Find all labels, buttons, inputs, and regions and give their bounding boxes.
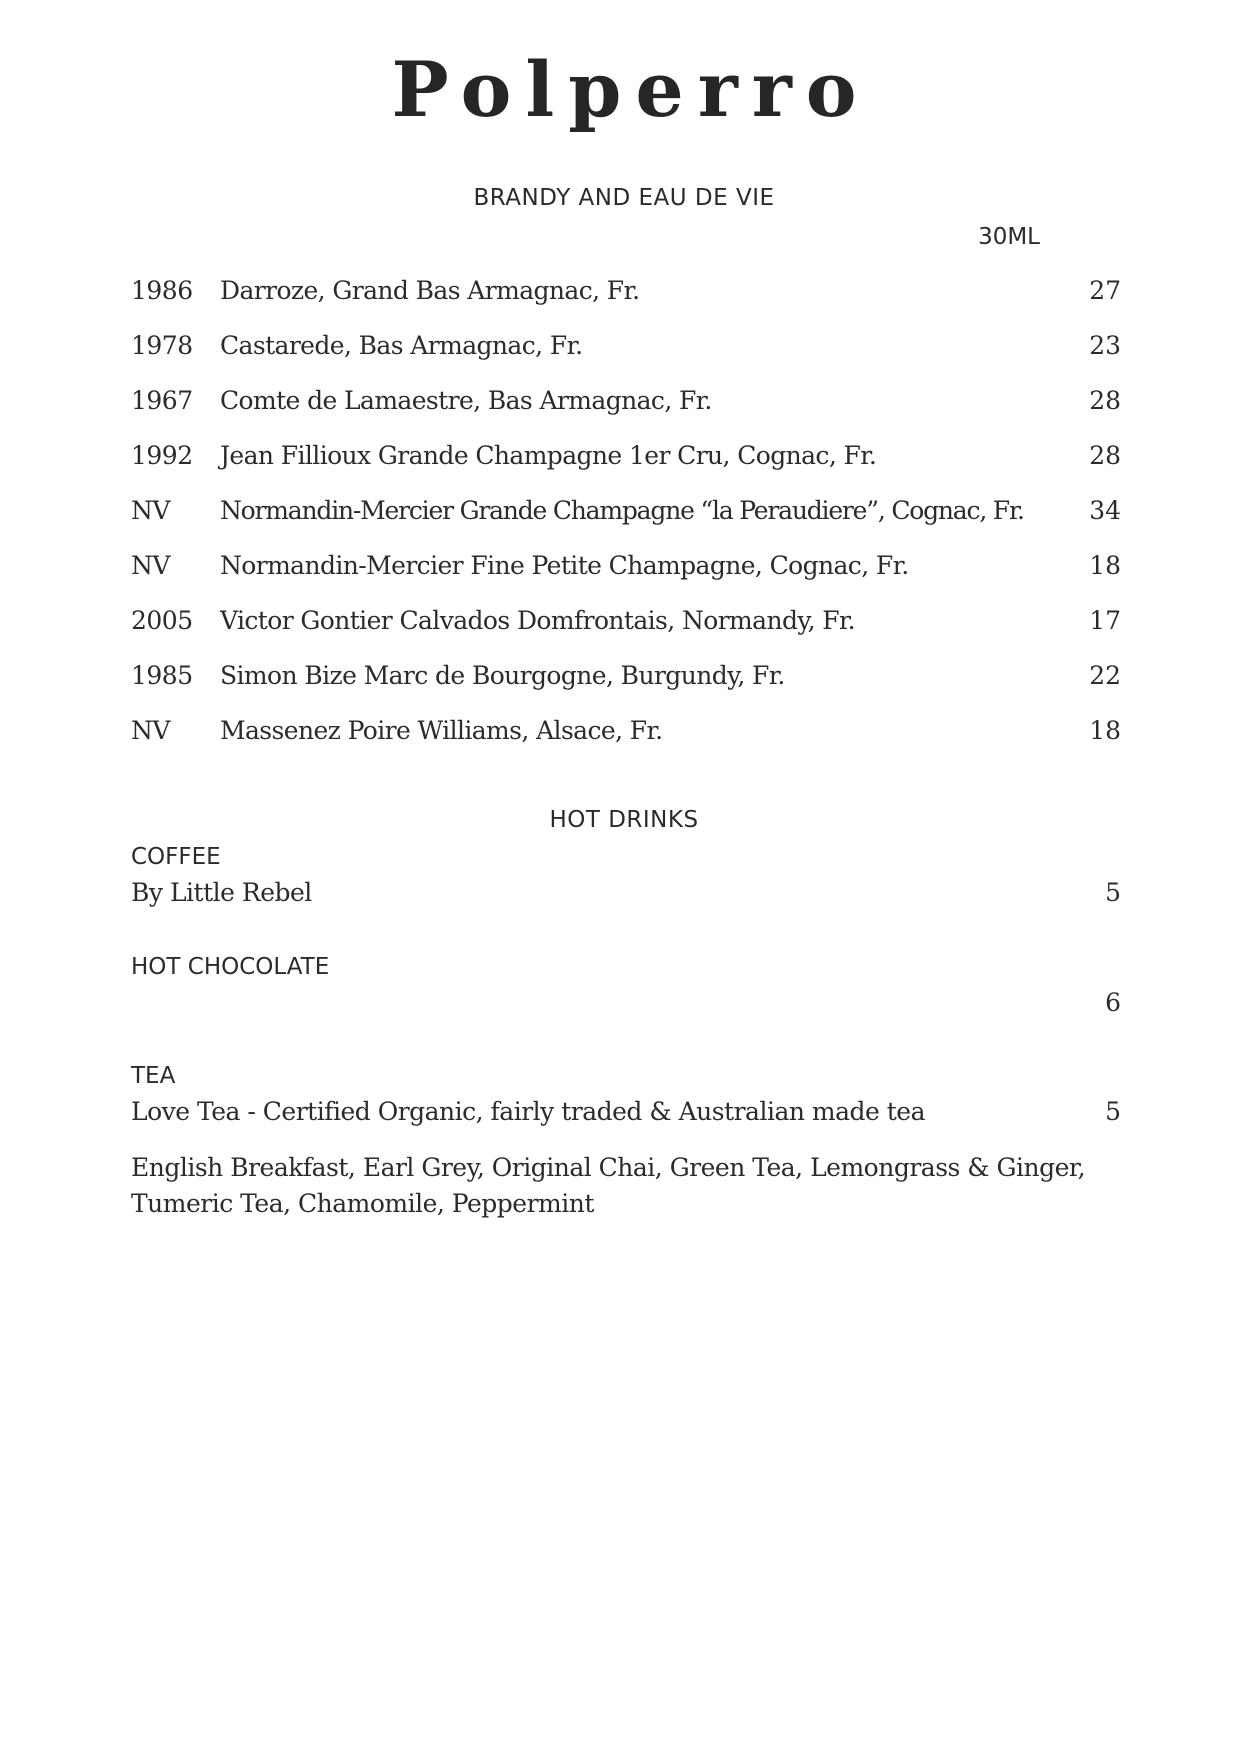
brandy-vintage: 1985	[131, 661, 193, 690]
brandy-price: 27	[1089, 276, 1121, 305]
brandy-item	[131, 439, 1121, 494]
brandy-list	[131, 274, 1121, 769]
coffee-price: 5	[1105, 878, 1121, 907]
brandy-name: Normandin-Mercier Grande Champagne “la Peraudiere”, Cognac, Fr.	[220, 496, 1024, 525]
brandy-price: 28	[1089, 386, 1121, 415]
brandy-vintage: NV	[131, 551, 170, 580]
brandy-item	[131, 494, 1121, 549]
brandy-name: Comte de Lamaestre, Bas Armagnac, Fr.	[220, 386, 712, 415]
brandy-name: Castarede, Bas Armagnac, Fr.	[220, 331, 583, 360]
brandy-item	[131, 549, 1121, 604]
brandy-price: 34	[1089, 496, 1121, 525]
tea-varieties: English Breakfast, Earl Grey, Original Chai, Green Tea, Lemongrass & Ginger, Tumeric Tea, Chamomile, Peppermint	[131, 1153, 1086, 1218]
brandy-name: Massenez Poire Williams, Alsace, Fr.	[220, 716, 663, 745]
brandy-price: 22	[1089, 661, 1121, 690]
hot-chocolate-heading: HOT CHOCOLATE	[131, 954, 330, 980]
coffee-heading: COFFEE	[131, 844, 221, 870]
serving-size-heading: 30ML	[978, 224, 1040, 250]
brandy-item	[131, 329, 1121, 384]
brandy-section-heading: BRANDY AND EAU DE VIE	[473, 185, 775, 211]
restaurant-title: Polperro	[391, 45, 871, 134]
coffee-description: By Little Rebel	[131, 878, 312, 907]
brandy-vintage: 1992	[131, 441, 193, 470]
brandy-item	[131, 604, 1121, 659]
brandy-name: Victor Gontier Calvados Domfrontais, Normandy, Fr.	[220, 606, 855, 635]
brandy-vintage: NV	[131, 716, 170, 745]
brandy-name: Normandin-Mercier Fine Petite Champagne, Cognac, Fr.	[220, 551, 909, 580]
brandy-vintage: 1967	[131, 386, 193, 415]
brandy-item	[131, 274, 1121, 329]
brandy-name: Simon Bize Marc de Bourgogne, Burgundy, Fr.	[220, 661, 785, 690]
tea-heading: TEA	[131, 1063, 176, 1089]
tea-price: 5	[1105, 1097, 1121, 1126]
brandy-vintage: NV	[131, 496, 170, 525]
brandy-price: 18	[1089, 716, 1121, 745]
brandy-item	[131, 384, 1121, 439]
hot-drinks-section-heading: HOT DRINKS	[549, 807, 699, 833]
brandy-price: 18	[1089, 551, 1121, 580]
brandy-price: 23	[1089, 331, 1121, 360]
brandy-price: 28	[1089, 441, 1121, 470]
brandy-name: Darroze, Grand Bas Armagnac, Fr.	[220, 276, 640, 305]
brandy-vintage: 1986	[131, 276, 193, 305]
brandy-vintage: 2005	[131, 606, 193, 635]
tea-description: Love Tea - Certified Organic, fairly traded & Australian made tea	[131, 1097, 926, 1126]
brandy-price: 17	[1089, 606, 1121, 635]
brandy-vintage: 1978	[131, 331, 193, 360]
brandy-name: Jean Fillioux Grande Champagne 1er Cru, Cognac, Fr.	[220, 441, 877, 470]
brandy-item	[131, 714, 1121, 769]
brandy-item	[131, 659, 1121, 714]
hot-chocolate-price: 6	[1105, 988, 1121, 1017]
